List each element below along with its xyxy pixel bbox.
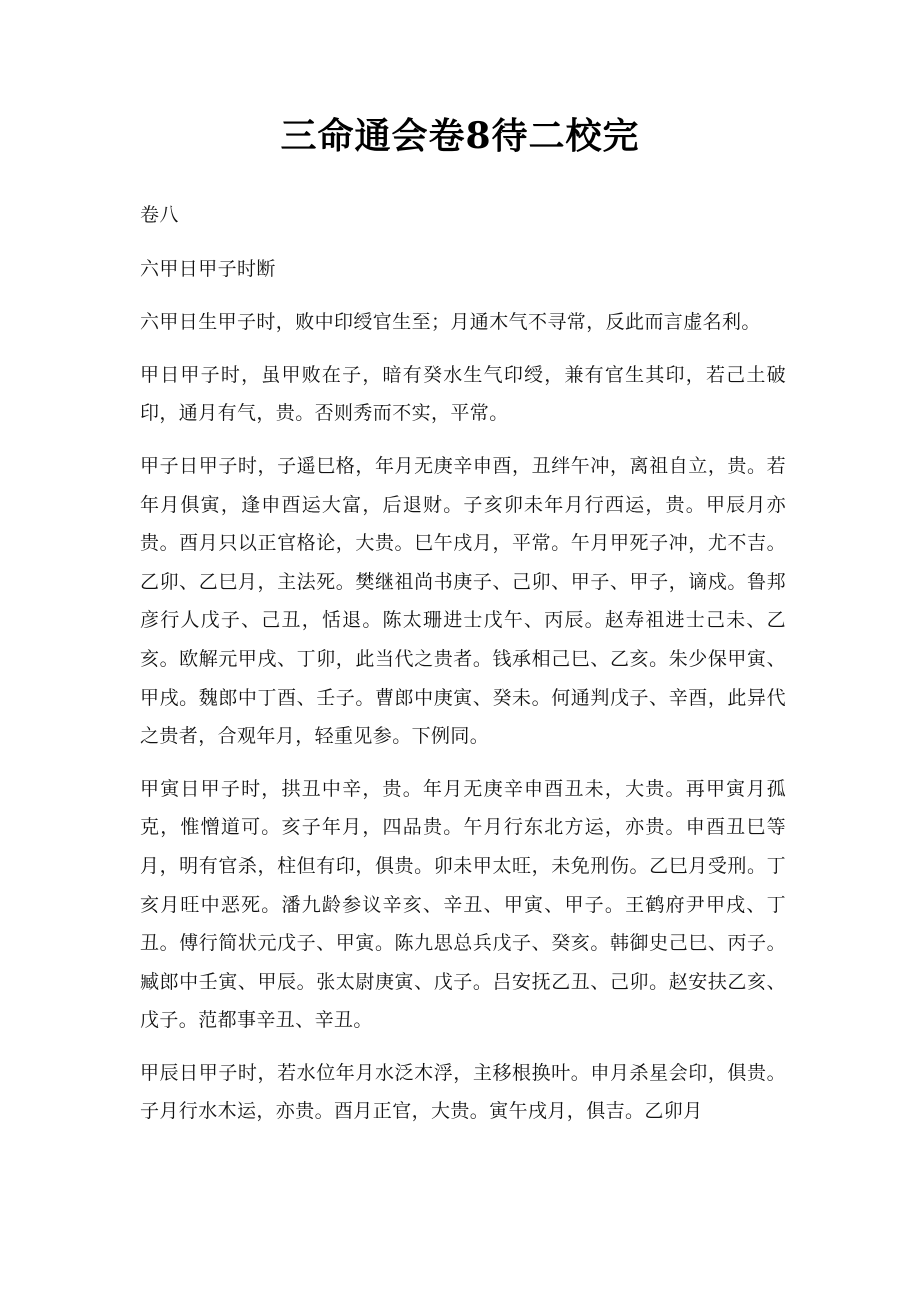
document-body: [140, 196, 786, 1145]
paragraph: 甲辰日甲子时，若水位年月水泛木浮，主移根换叶。申月杀星会印，俱贵。子月行水木运，亦贵。酉月正官，大贵。寅午戌月，俱吉。乙卯月: [140, 1061, 786, 1123]
paragraph: 甲寅日甲子时，拱丑中辛，贵。年月无庚辛申酉丑未，大贵。再甲寅月孤克，惟憎道可。亥子年月，四品贵。午月行东北方运，亦贵。申酉丑巳等月，明有官杀，柱但有印，俱贵。卯未甲太旺，未免刑伤。乙巳月受刑。丁亥月旺中恶死。潘九龄参议辛亥、辛丑、甲寅、甲子。王鹤府尹甲戌、丁丑。傅行简状元戊子、甲寅。陈九思总兵戊子、癸亥。韩御史己巳、丙子。臧郎中壬寅、甲辰。张太尉庚寅、戊子。吕安抚乙丑、己卯。赵安扶乙亥、戊子。范都事辛丑、辛丑。: [140, 777, 786, 1032]
paragraph: 甲子日甲子时，子遥巳格，年月无庚辛申酉，丑绊午冲，离祖自立，贵。若年月俱寅，逢申酉运大富，后退财。子亥卯未年月行西运，贵。甲辰月亦贵。酉月只以正官格论，大贵。巳午戌月，平常。午月甲死子冲，尤不吉。乙卯、乙巳月，主法死。樊继祖尚书庚子、己卯、甲子、甲子，谪戍。鲁邦彦行人戊子、己丑，恬退。陈太珊进士戊午、丙辰。赵寿祖进士己未、乙亥。欧解元甲戌、丁卯，此当代之贵者。钱承相己巳、乙亥。朱少保甲寅、甲戌。魏郎中丁酉、壬子。曹郎中庚寅、癸未。何通判戊子、辛酉，此异代之贵者，合观年月，轻重见参。下例同。: [140, 454, 786, 748]
volume-heading: 卷八: [140, 204, 179, 226]
paragraph: 甲日甲子时，虽甲败在子，暗有癸水生气印绶，兼有官生其印，若己土破印，通月有气，贵。否则秀而不实，平常。: [140, 363, 786, 425]
document-title: 三命通会卷8待二校完: [280, 115, 640, 157]
section-heading: 六甲日甲子时断: [140, 257, 276, 280]
paragraph: 六甲日生甲子时，败中印绶官生至；月通木气不寻常，反此而言虚名利。: [140, 311, 761, 334]
